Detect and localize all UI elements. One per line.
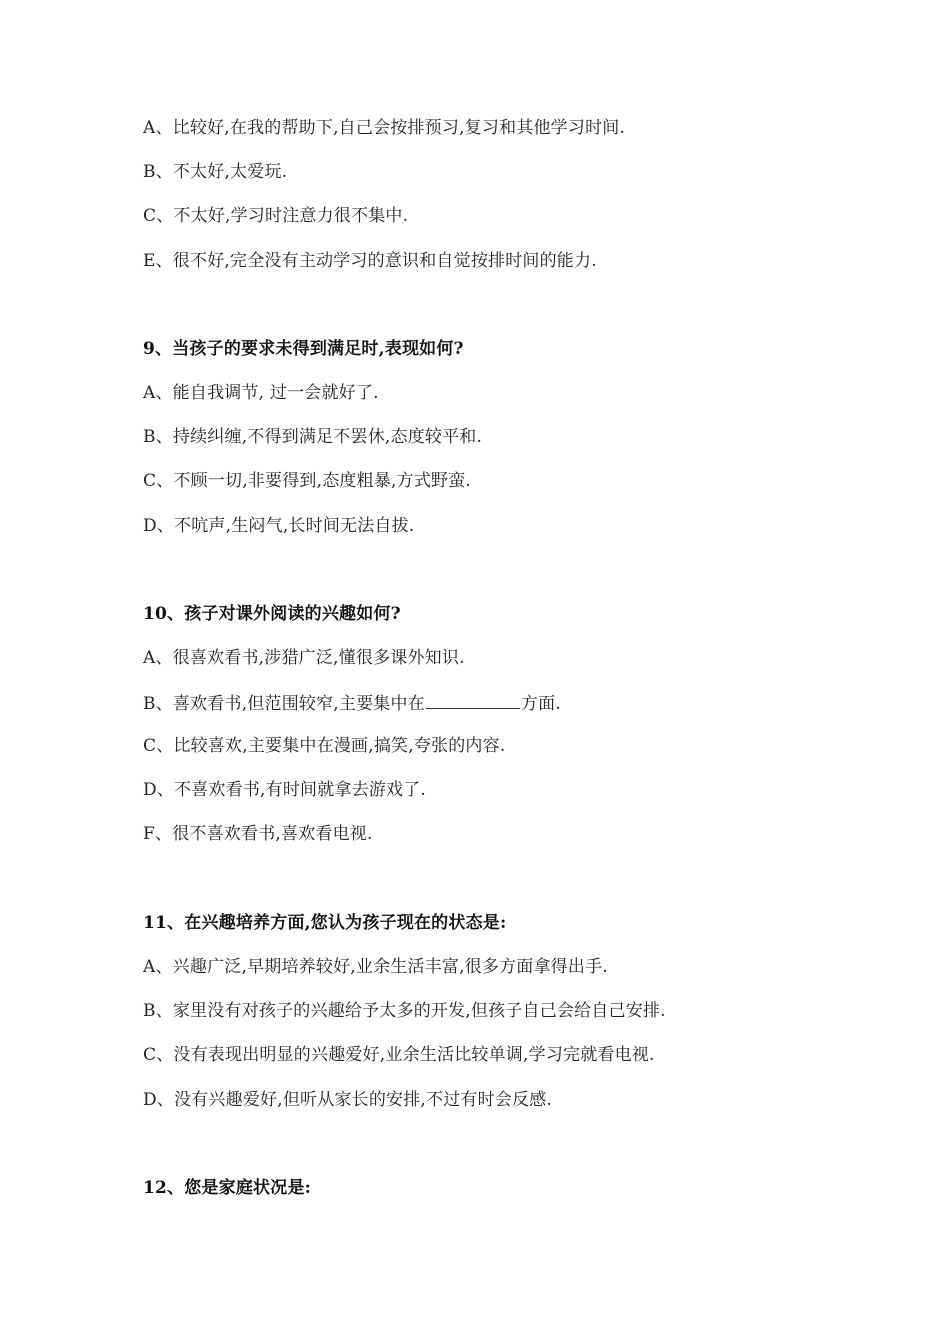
- q9-option-b: B、持续纠缠,不得到满足不罢休,态度较平和.: [143, 427, 483, 447]
- q10-option-c: C、比较喜欢,主要集中在漫画,搞笑,夸张的内容.: [143, 736, 506, 756]
- q11-option-c: C、没有表现出明显的兴趣爱好,业余生活比较单调,学习完就看电视.: [143, 1045, 655, 1065]
- q12-title: 12、您是家庭状况是:: [143, 1178, 312, 1198]
- q9-option-a: A、能自我调节, 过一会就好了.: [143, 383, 379, 403]
- q10-option-d: D、不喜欢看书,有时间就拿去游戏了.: [143, 780, 427, 800]
- q11-option-a: A、兴趣广泛,早期培养较好,业余生活丰富,很多方面拿得出手.: [143, 957, 608, 977]
- prev-option-a: A、比较好,在我的帮助下,自己会按排预习,复习和其他学习时间.: [143, 118, 626, 138]
- prev-option-c: C、不太好,学习时注意力很不集中.: [143, 206, 409, 226]
- q9-option-c: C、不顾一切,非要得到,态度粗暴,方式野蛮.: [143, 471, 472, 491]
- q11-option-b: B、家里没有对孩子的兴趣给予太多的开发,但孩子自己会给自己安排.: [143, 1001, 666, 1021]
- q10-option-b-before: B、喜欢看书,但范围较窄,主要集中在: [143, 694, 425, 714]
- prev-option-b: B、不太好,太爱玩.: [143, 162, 288, 182]
- q10-option-f: F、很不喜欢看书,喜欢看电视.: [143, 824, 373, 844]
- q10-title: 10、孩子对课外阅读的兴趣如何?: [143, 604, 401, 624]
- q9-option-d: D、不吭声,生闷气,长时间无法自拔.: [143, 516, 415, 536]
- q11-title: 11、在兴趣培养方面,您认为孩子现在的状态是:: [143, 913, 507, 933]
- q10-option-a: A、很喜欢看书,涉猎广泛,懂很多课外知识.: [143, 648, 465, 668]
- q10-option-b-after: 方面.: [520, 694, 561, 714]
- q11-option-d: D、没有兴趣爱好,但听从家长的安排,不过有时会反感.: [143, 1090, 553, 1110]
- q9-title: 9、当孩子的要求未得到满足时,表现如何?: [143, 339, 464, 359]
- fill-in-blank: [426, 690, 520, 709]
- q10-option-b: [143, 690, 561, 716]
- prev-option-e: E、很不好,完全没有主动学习的意识和自觉按排时间的能力.: [143, 251, 597, 271]
